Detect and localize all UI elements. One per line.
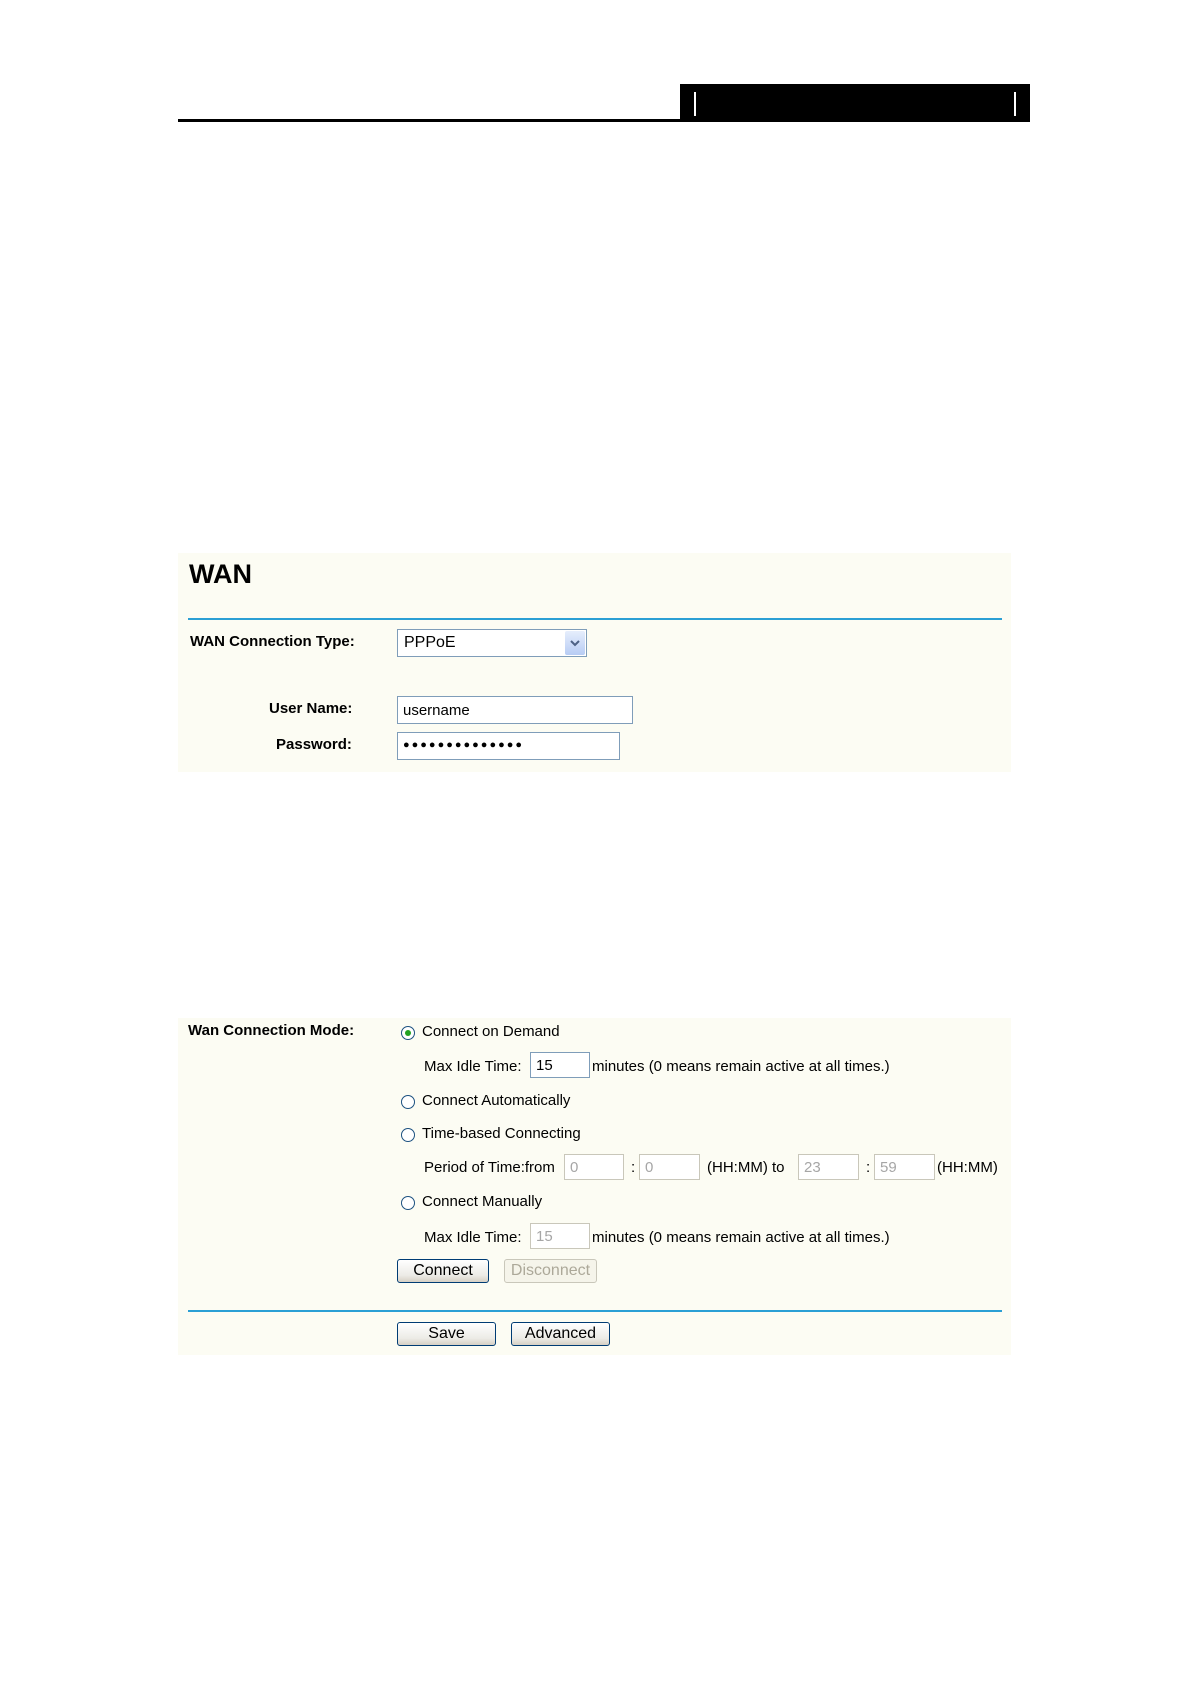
page-title: WAN bbox=[189, 559, 252, 589]
hhmm-to-label: (HH:MM) to bbox=[707, 1159, 785, 1176]
username-input[interactable] bbox=[397, 696, 633, 724]
manual-idle-label: Max Idle Time: bbox=[424, 1229, 522, 1246]
automatic-radio[interactable] bbox=[401, 1095, 415, 1109]
connection-mode-panel bbox=[178, 1018, 1011, 1355]
connection-mode-label: Wan Connection Mode: bbox=[188, 1022, 355, 1039]
on-demand-idle-input[interactable] bbox=[530, 1052, 590, 1078]
connection-type-value: PPPoE bbox=[404, 634, 456, 651]
period-label: Period of Time:from bbox=[424, 1159, 555, 1176]
manual-label: Connect Manually bbox=[422, 1193, 543, 1210]
title-divider bbox=[188, 618, 1002, 620]
on-demand-radio[interactable] bbox=[401, 1026, 415, 1040]
footer-divider bbox=[188, 1310, 1002, 1312]
password-input[interactable]: ●●●●●●●●●●●●●● bbox=[397, 732, 620, 760]
automatic-label: Connect Automatically bbox=[422, 1092, 571, 1109]
manual-idle-input[interactable] bbox=[530, 1223, 590, 1249]
manual-radio[interactable] bbox=[401, 1196, 415, 1210]
time-based-label: Time-based Connecting bbox=[422, 1125, 581, 1142]
on-demand-label: Connect on Demand bbox=[422, 1023, 560, 1040]
manual-idle-suffix: minutes (0 means remain active at all times.) bbox=[592, 1229, 890, 1246]
advanced-button[interactable]: Advanced bbox=[511, 1322, 610, 1346]
on-demand-idle-label: Max Idle Time: bbox=[424, 1058, 522, 1075]
hhmm-end-label: (HH:MM) bbox=[937, 1159, 998, 1176]
connection-type-label: WAN Connection Type: bbox=[190, 633, 355, 650]
wan-settings-panel bbox=[178, 553, 1011, 772]
on-demand-idle-suffix: minutes (0 means remain active at all times.) bbox=[592, 1058, 890, 1075]
disconnect-button[interactable]: Disconnect bbox=[504, 1259, 597, 1283]
chevron-down-icon[interactable] bbox=[565, 631, 585, 655]
time-based-radio[interactable] bbox=[401, 1128, 415, 1142]
to-minute-input[interactable] bbox=[874, 1154, 935, 1180]
from-minute-input[interactable] bbox=[639, 1154, 700, 1180]
password-label: Password: bbox=[276, 736, 352, 753]
to-colon: : bbox=[866, 1159, 871, 1176]
save-button[interactable]: Save bbox=[397, 1322, 496, 1346]
to-hour-input[interactable] bbox=[798, 1154, 859, 1180]
from-hour-input[interactable] bbox=[564, 1154, 624, 1180]
connect-button[interactable]: Connect bbox=[397, 1259, 489, 1283]
header-tick-left bbox=[694, 92, 696, 116]
username-label: User Name: bbox=[269, 700, 353, 717]
connection-type-select[interactable] bbox=[397, 629, 587, 657]
from-colon: : bbox=[631, 1159, 636, 1176]
header-block bbox=[680, 84, 1030, 122]
header-tick-right bbox=[1014, 92, 1016, 116]
